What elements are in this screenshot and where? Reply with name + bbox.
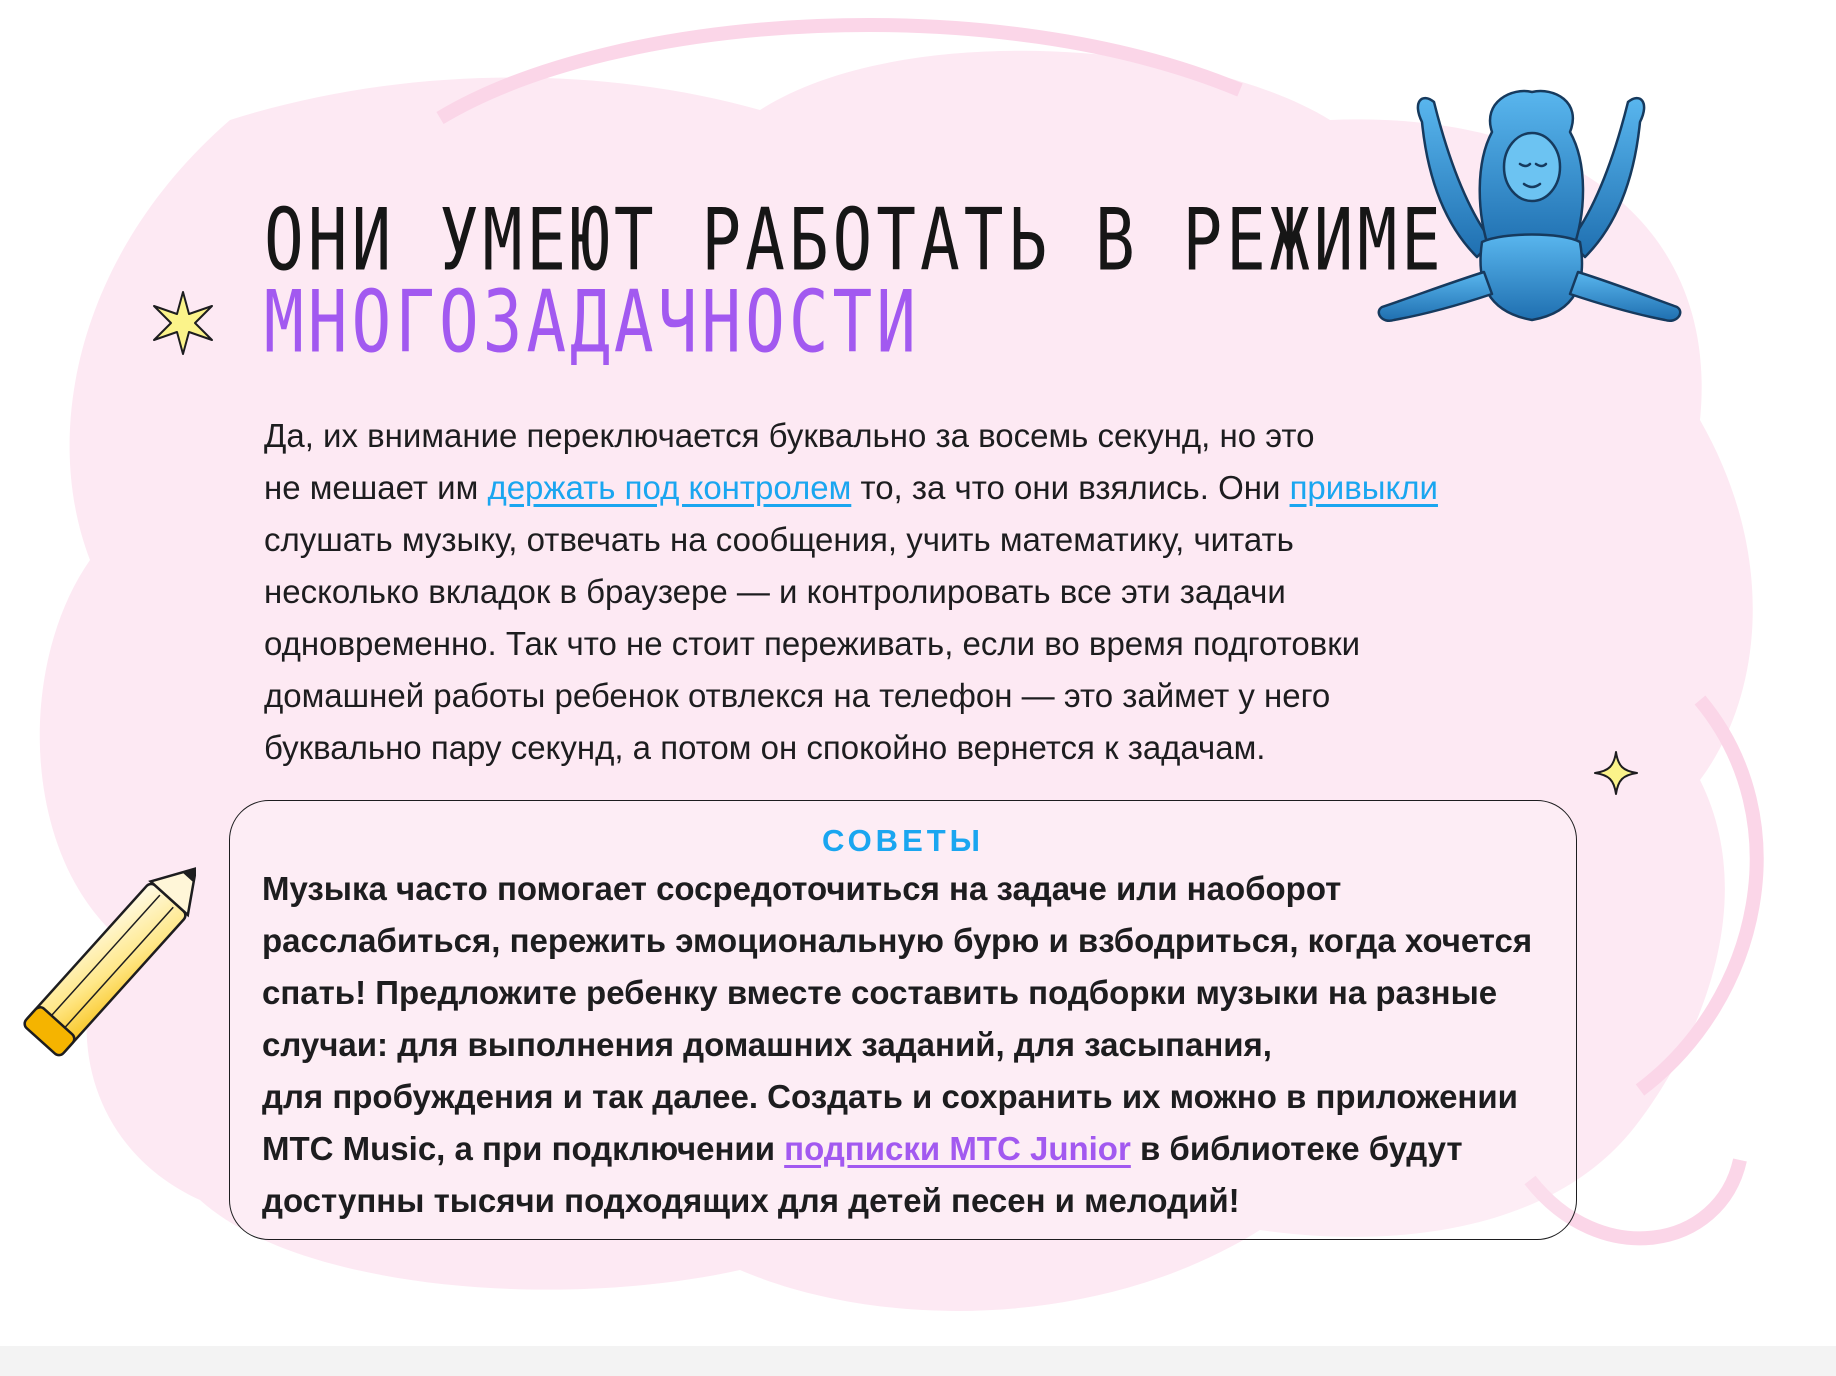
tips-paragraph bbox=[262, 863, 1552, 1227]
body-text-fragment: не мешает им bbox=[264, 469, 488, 506]
tips-line: Музыка часто помогает сосредоточиться на задаче или наоборот bbox=[262, 870, 1342, 907]
body-line: одновременно. Так что не стоит переживать, если во время подготовки bbox=[264, 625, 1361, 662]
body-line: домашней работы ребенок отвлекся на телефон — это займет у него bbox=[264, 677, 1331, 714]
body-line: несколько вкладок в браузере — и контролировать все эти задачи bbox=[264, 573, 1286, 610]
body-line: Да, их внимание переключается буквально за восемь секунд, но это bbox=[264, 417, 1315, 454]
pencil-icon bbox=[6, 862, 196, 1087]
tips-box bbox=[229, 800, 1577, 1240]
tips-line: спать! Предложите ребенку вместе составить подборки музыки на разные bbox=[262, 974, 1498, 1011]
tips-line: расслабиться, пережить эмоциональную бурю и взбодриться, когда хочется bbox=[262, 922, 1533, 959]
star-icon bbox=[150, 290, 216, 356]
keep-under-control-link[interactable]: держать под контролем bbox=[487, 469, 852, 506]
got-used-to-link[interactable]: привыкли bbox=[1289, 469, 1438, 506]
mts-junior-subscription-link[interactable]: подписки МТС Junior bbox=[784, 1130, 1131, 1167]
sparkle-icon bbox=[1593, 750, 1639, 796]
body-line: буквально пару секунд, а потом он спокойно вернется к задачам. bbox=[264, 729, 1266, 766]
body-paragraph bbox=[264, 410, 1564, 774]
body-text-fragment: то, за что они взялись. Они bbox=[851, 469, 1290, 506]
page-title-accent: МНОГОЗАДАЧНОСТИ bbox=[264, 272, 921, 373]
tips-line: доступны тысячи подходящих для детей песен и мелодий! bbox=[262, 1182, 1240, 1219]
tips-title: СОВЕТЫ bbox=[821, 823, 985, 858]
page-title: ОНИ УМЕЮТ РАБОТАТЬ В РЕЖИМЕ bbox=[264, 190, 1445, 291]
tips-line: случаи: для выполнения домашних заданий, для засыпания, bbox=[262, 1026, 1272, 1063]
tips-text-fragment: МТС Music, а при подключении bbox=[262, 1130, 785, 1167]
tips-line bbox=[262, 1123, 1552, 1175]
body-line: слушать музыку, отвечать на сообщения, учить математику, читать bbox=[264, 521, 1294, 558]
tips-line: для пробуждения и так далее. Создать и сохранить их можно в приложении bbox=[262, 1078, 1518, 1115]
tips-text-fragment: в библиотеке будут bbox=[1130, 1130, 1463, 1167]
body-line bbox=[264, 462, 1564, 514]
